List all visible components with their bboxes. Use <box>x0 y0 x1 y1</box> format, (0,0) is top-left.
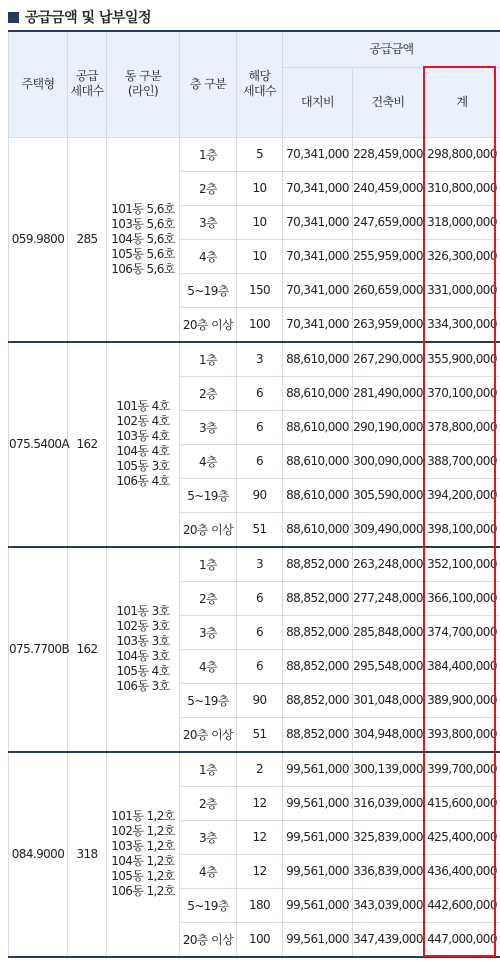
floor-cell: 20층 이상 <box>180 512 237 547</box>
land-cell: 70,341,000 <box>283 171 353 205</box>
total-cell: 378,800,000 <box>424 410 500 444</box>
land-cell: 99,561,000 <box>283 854 353 888</box>
units-cell: 100 <box>237 307 283 342</box>
units-cell: 12 <box>237 786 283 820</box>
land-cell: 99,561,000 <box>283 888 353 922</box>
building-cell: 277,248,000 <box>353 581 424 615</box>
units-cell: 6 <box>237 615 283 649</box>
supply-price-table <box>8 30 500 958</box>
land-cell: 88,852,000 <box>283 649 353 683</box>
units-cell: 51 <box>237 717 283 752</box>
total-cell: 415,600,000 <box>424 786 500 820</box>
building-cell: 304,948,000 <box>353 717 424 752</box>
floor-cell: 3층 <box>180 205 237 239</box>
total-cell: 436,400,000 <box>424 854 500 888</box>
total-cell: 389,900,000 <box>424 683 500 717</box>
building-cell: 228,459,000 <box>353 137 424 171</box>
units-cell: 6 <box>237 410 283 444</box>
total-cell: 318,000,000 <box>424 205 500 239</box>
supply-units-cell: 285 <box>68 137 107 342</box>
land-cell: 70,341,000 <box>283 137 353 171</box>
land-cell: 88,852,000 <box>283 581 353 615</box>
header-total: 계 <box>424 67 500 137</box>
floor-cell: 20층 이상 <box>180 307 237 342</box>
floor-cell: 2층 <box>180 581 237 615</box>
units-cell: 90 <box>237 683 283 717</box>
building-cell: 309,490,000 <box>353 512 424 547</box>
total-cell: 366,100,000 <box>424 581 500 615</box>
building-cell: 343,039,000 <box>353 888 424 922</box>
total-cell: 370,100,000 <box>424 376 500 410</box>
header-supply-units: 공급 세대수 <box>68 31 107 137</box>
building-cell: 301,048,000 <box>353 683 424 717</box>
land-cell: 99,561,000 <box>283 820 353 854</box>
type-cell: 059.9800 <box>9 137 68 342</box>
table-row <box>9 137 500 171</box>
total-cell: 355,900,000 <box>424 342 500 377</box>
total-cell: 399,700,000 <box>424 752 500 787</box>
land-cell: 99,561,000 <box>283 922 353 957</box>
building-cell: 240,459,000 <box>353 171 424 205</box>
units-cell: 100 <box>237 922 283 957</box>
building-cell: 300,139,000 <box>353 752 424 787</box>
land-cell: 88,610,000 <box>283 342 353 377</box>
floor-cell: 3층 <box>180 410 237 444</box>
total-cell: 298,800,000 <box>424 137 500 171</box>
table-body <box>9 137 500 957</box>
floor-cell: 3층 <box>180 615 237 649</box>
total-cell: 326,300,000 <box>424 239 500 273</box>
units-cell: 3 <box>237 547 283 582</box>
building-cell: 247,659,000 <box>353 205 424 239</box>
bullet-square-icon <box>8 12 19 23</box>
floor-cell: 20층 이상 <box>180 922 237 957</box>
total-cell: 334,300,000 <box>424 307 500 342</box>
land-cell: 88,610,000 <box>283 376 353 410</box>
header-floor: 층 구분 <box>180 31 237 137</box>
building-cell: 285,848,000 <box>353 615 424 649</box>
total-cell: 352,100,000 <box>424 547 500 582</box>
floor-cell: 2층 <box>180 376 237 410</box>
units-cell: 6 <box>237 444 283 478</box>
units-cell: 10 <box>237 205 283 239</box>
land-cell: 70,341,000 <box>283 273 353 307</box>
header-units: 해당 세대수 <box>237 31 283 137</box>
building-cell: 336,839,000 <box>353 854 424 888</box>
units-cell: 3 <box>237 342 283 377</box>
floor-cell: 4층 <box>180 444 237 478</box>
building-cell: 267,290,000 <box>353 342 424 377</box>
dong-cell: 101동 5,6호 103동 5,6호 104동 5,6호 105동 5,6호 106동 5,6호 <box>107 137 180 342</box>
total-cell: 394,200,000 <box>424 478 500 512</box>
units-cell: 51 <box>237 512 283 547</box>
total-cell: 384,400,000 <box>424 649 500 683</box>
floor-cell: 4층 <box>180 854 237 888</box>
dong-cell: 101동 3호 102동 3호 103동 3호 104동 3호 105동 4호 106동 3호 <box>107 547 180 752</box>
units-cell: 5 <box>237 137 283 171</box>
floor-cell: 1층 <box>180 137 237 171</box>
building-cell: 300,090,000 <box>353 444 424 478</box>
building-cell: 325,839,000 <box>353 820 424 854</box>
land-cell: 88,852,000 <box>283 717 353 752</box>
building-cell: 260,659,000 <box>353 273 424 307</box>
units-cell: 6 <box>237 581 283 615</box>
total-cell: 398,100,000 <box>424 512 500 547</box>
floor-cell: 1층 <box>180 342 237 377</box>
total-cell: 331,000,000 <box>424 273 500 307</box>
header-supply-amount: 공급금액 <box>283 31 500 67</box>
total-cell: 442,600,000 <box>424 888 500 922</box>
floor-cell: 1층 <box>180 752 237 787</box>
floor-cell: 2층 <box>180 786 237 820</box>
table-row <box>9 547 500 582</box>
section-heading <box>8 6 151 28</box>
building-cell: 290,190,000 <box>353 410 424 444</box>
units-cell: 180 <box>237 888 283 922</box>
floor-cell: 5~19층 <box>180 888 237 922</box>
units-cell: 150 <box>237 273 283 307</box>
total-cell: 310,800,000 <box>424 171 500 205</box>
floor-cell: 3층 <box>180 820 237 854</box>
header-building: 건축비 <box>353 67 424 137</box>
supply-units-cell: 162 <box>68 547 107 752</box>
building-cell: 305,590,000 <box>353 478 424 512</box>
floor-cell: 5~19층 <box>180 478 237 512</box>
units-cell: 2 <box>237 752 283 787</box>
total-cell: 388,700,000 <box>424 444 500 478</box>
building-cell: 295,548,000 <box>353 649 424 683</box>
dong-cell: 101동 1,2호 102동 1,2호 103동 1,2호 104동 1,2호 105동 1,2호 106동 1,2호 <box>107 752 180 957</box>
land-cell: 88,852,000 <box>283 615 353 649</box>
land-cell: 88,610,000 <box>283 444 353 478</box>
total-cell: 447,000,000 <box>424 922 500 957</box>
land-cell: 88,610,000 <box>283 410 353 444</box>
units-cell: 6 <box>237 376 283 410</box>
floor-cell: 5~19층 <box>180 683 237 717</box>
building-cell: 347,439,000 <box>353 922 424 957</box>
dong-cell: 101동 4호 102동 4호 103동 4호 104동 4호 105동 3호 106동 4호 <box>107 342 180 547</box>
header-type: 주택형 <box>9 31 68 137</box>
floor-cell: 4층 <box>180 649 237 683</box>
land-cell: 70,341,000 <box>283 307 353 342</box>
table-row <box>9 752 500 787</box>
supply-units-cell: 162 <box>68 342 107 547</box>
building-cell: 255,959,000 <box>353 239 424 273</box>
total-cell: 393,800,000 <box>424 717 500 752</box>
header-dong: 동 구분 (라인) <box>107 31 180 137</box>
type-cell: 075.7700B <box>9 547 68 752</box>
units-cell: 12 <box>237 854 283 888</box>
units-cell: 10 <box>237 239 283 273</box>
units-cell: 10 <box>237 171 283 205</box>
floor-cell: 5~19층 <box>180 273 237 307</box>
floor-cell: 4층 <box>180 239 237 273</box>
land-cell: 88,852,000 <box>283 683 353 717</box>
type-cell: 084.9000 <box>9 752 68 957</box>
building-cell: 316,039,000 <box>353 786 424 820</box>
building-cell: 281,490,000 <box>353 376 424 410</box>
land-cell: 99,561,000 <box>283 752 353 787</box>
land-cell: 99,561,000 <box>283 786 353 820</box>
land-cell: 88,610,000 <box>283 478 353 512</box>
type-cell: 075.5400A <box>9 342 68 547</box>
land-cell: 70,341,000 <box>283 239 353 273</box>
units-cell: 12 <box>237 820 283 854</box>
total-cell: 374,700,000 <box>424 615 500 649</box>
floor-cell: 2층 <box>180 171 237 205</box>
units-cell: 90 <box>237 478 283 512</box>
floor-cell: 20층 이상 <box>180 717 237 752</box>
land-cell: 70,341,000 <box>283 205 353 239</box>
supply-units-cell: 318 <box>68 752 107 957</box>
land-cell: 88,610,000 <box>283 512 353 547</box>
land-cell: 88,852,000 <box>283 547 353 582</box>
header-land: 대지비 <box>283 67 353 137</box>
building-cell: 263,959,000 <box>353 307 424 342</box>
floor-cell: 1층 <box>180 547 237 582</box>
building-cell: 263,248,000 <box>353 547 424 582</box>
units-cell: 6 <box>237 649 283 683</box>
total-cell: 425,400,000 <box>424 820 500 854</box>
table-row <box>9 342 500 377</box>
page-title: 공급금액 및 납부일정 <box>25 10 151 26</box>
